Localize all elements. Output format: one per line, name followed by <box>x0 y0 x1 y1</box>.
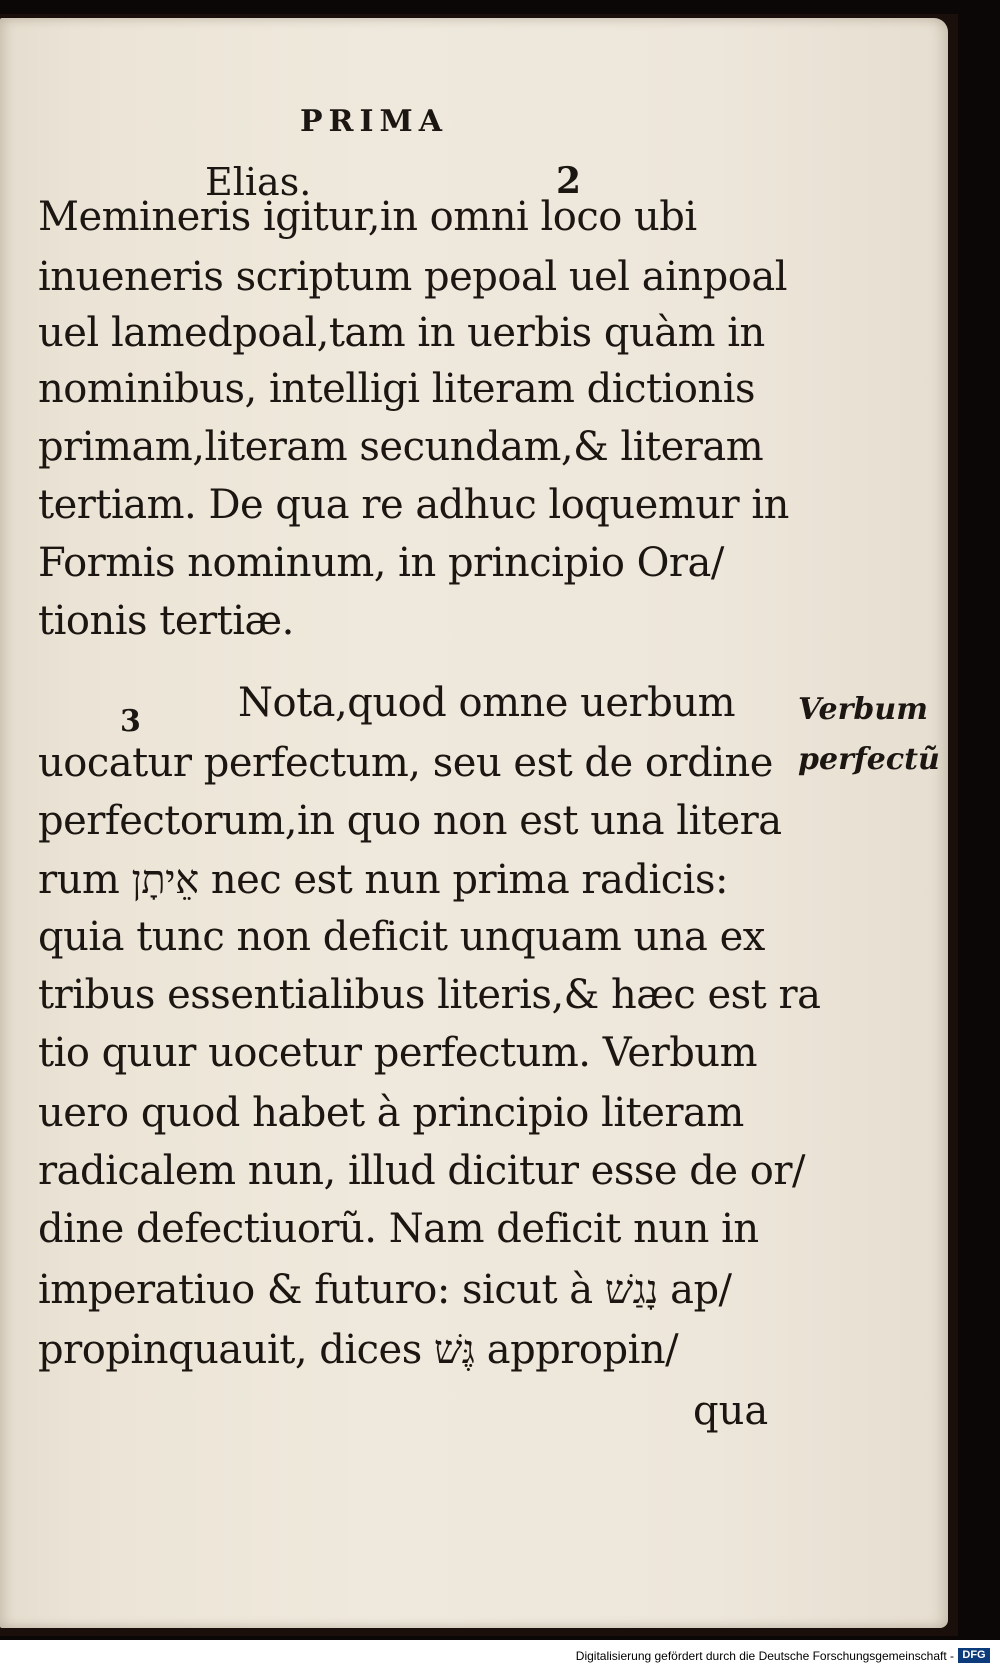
paragraph-line: imperatiuo & futuro: sicut à נָגַשׁ ap/ <box>38 1267 732 1313</box>
margin-note-line: perfectũ <box>798 742 940 777</box>
paragraph-line: dine defectiuorũ. Nam deficit nun in <box>38 1206 759 1252</box>
body-line: tionis tertiæ. <box>38 598 294 644</box>
page-number: 2 <box>556 160 582 202</box>
paragraph-line: perfectorum,in quo non est una litera <box>38 798 782 844</box>
body-line: Formis nominum, in principio Ora/ <box>38 540 724 586</box>
margin-note-line: Verbum <box>798 692 928 727</box>
body-line: uel lamedpoal,tam in uerbis quàm in <box>38 310 765 356</box>
running-head: PRIMA <box>300 104 449 139</box>
body-line: primam,literam secundam,& literam <box>38 424 764 470</box>
paragraph-line: tribus essentialibus literis,& hæc est ra <box>38 972 821 1018</box>
paragraph-line: uocatur perfectum, seu est de ordine <box>38 740 773 786</box>
paragraph-line: quia tunc non deficit unquam una ex <box>38 914 765 960</box>
funding-credit: Digitalisierung gefördert durch die Deutsche Forschungsgemeinschaft - <box>575 1649 954 1663</box>
paragraph-number: 3 <box>120 704 141 739</box>
body-line: nominibus, intelligi literam dictionis <box>38 366 756 412</box>
body-line: inueneris scriptum pepoal uel ainpoal <box>38 254 787 300</box>
body-line: tertiam. De qua re adhuc loquemur in <box>38 482 789 528</box>
paragraph-line: radicalem nun, illud dicitur esse de or/ <box>38 1148 805 1194</box>
paragraph-line: rum אֵיתָן nec est nun prima radicis: <box>38 857 728 903</box>
dfg-logo: DFG <box>958 1648 990 1663</box>
paragraph-line: uero quod habet à principio literam <box>38 1090 744 1136</box>
paragraph-line: tio quur uocetur perfectum. Verbum <box>38 1030 757 1076</box>
body-line: Memineris igitur,in omni loco ubi <box>38 194 697 240</box>
paragraph-line: propinquauit, dices גֶּשׁ appropin/ <box>38 1327 679 1373</box>
catchword: qua <box>693 1388 769 1434</box>
speaker-label: Elias. <box>205 160 312 204</box>
paragraph-line: Nota,quod omne uerbum <box>238 680 735 726</box>
